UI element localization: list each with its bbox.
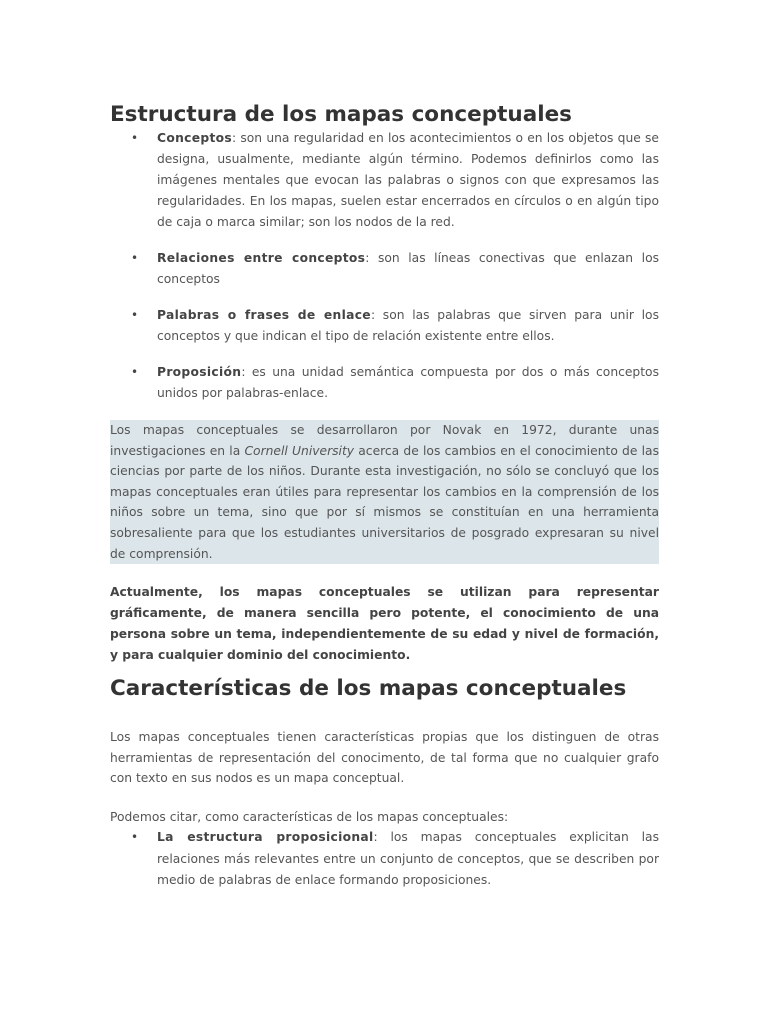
bullet-term: Palabras o frases de enlace (157, 308, 371, 322)
bullet-text: : son las líneas conectivas que enlazan los conceptos (157, 251, 659, 286)
bullet-marker: • (131, 251, 139, 265)
list-item (110, 362, 659, 404)
highlight-text-before: Los mapas conceptuales se desarrollaron por Novak en 1972, durante unas investigaciones en la (110, 423, 659, 458)
estructura-bullet-list (110, 128, 659, 404)
bullet-text: : los mapas conceptuales explicitan las relaciones más relevantes entre un conjunto de conceptos, que se describen por medio de palabras de enlace formando proposiciones. (157, 830, 659, 888)
bullet-text: : son una regularidad en los acontecimientos o en los objetos que se designa, usualmente, mediante algún término. Podemos definirlos como las imágenes mentales que evocan las palabras o signos con que expresamos las regularidades. En los mapas, suelen estar encerrados en círculos o en algún tipo de caja o marca similar; son los nodos de la red. (157, 131, 659, 229)
highlight-italic-cornell: Cornell University (244, 443, 355, 458)
section-title-caracteristicas: Características de los mapas conceptuales (110, 676, 627, 702)
bullet-marker: • (131, 830, 139, 845)
bold-paragraph: Actualmente, los mapas conceptuales se utilizan para representar gráficamente, de manera sencilla pero potente, el conocimiento de una persona sobre un tema, independientemente de su edad y nivel de formación, y para cualquier dominio del conocimiento. (110, 585, 659, 662)
bullet-term: La estructura proposicional (157, 830, 374, 845)
highlight-text-after: acerca de los cambios en el conocimiento de las ciencias por parte de los niños. Durante esta investigación, no sólo se concluyó que los mapas conceptuales eran útiles para representar los cambios en la comprensión de los niños sobre un tema, sino que por sí mismos se constituían en una herramienta sobresaliente para que los estudiantes universitarios de posgrado expresaran su nivel de comprensión. (110, 443, 659, 561)
bullet-text: : son las palabras que sirven para unir los conceptos y que indican el tipo de relación existente entre ellos. (157, 308, 659, 343)
list-item (110, 128, 659, 233)
bullet-marker: • (131, 131, 139, 145)
list-item (110, 248, 659, 290)
bullet-term: Conceptos (157, 131, 233, 145)
highlighted-paragraph (110, 420, 659, 564)
list-item (110, 827, 659, 892)
bullet-marker: • (131, 308, 139, 322)
section-title-estructura: Estructura de los mapas conceptuales (110, 102, 572, 127)
bullet-marker: • (131, 365, 139, 379)
caracteristicas-bullet-list (110, 827, 659, 892)
list-item (110, 305, 659, 347)
document-page (110, 0, 659, 892)
bullet-text: : es una unidad semántica compuesta por dos o más conceptos unidos por palabras-enlace. (157, 365, 659, 400)
bullet-term: Relaciones entre conceptos (157, 251, 366, 265)
bullet-term: Proposición (157, 365, 242, 379)
caracteristicas-intro: Podemos citar, como características de los mapas conceptuales: (110, 809, 509, 824)
caracteristicas-paragraph: Los mapas conceptuales tienen características propias que los distinguen de otras herramientas de representación del conocimento, de tal forma que no cualquier grafo con texto en sus nodos es un mapa conceptual. (110, 730, 659, 785)
